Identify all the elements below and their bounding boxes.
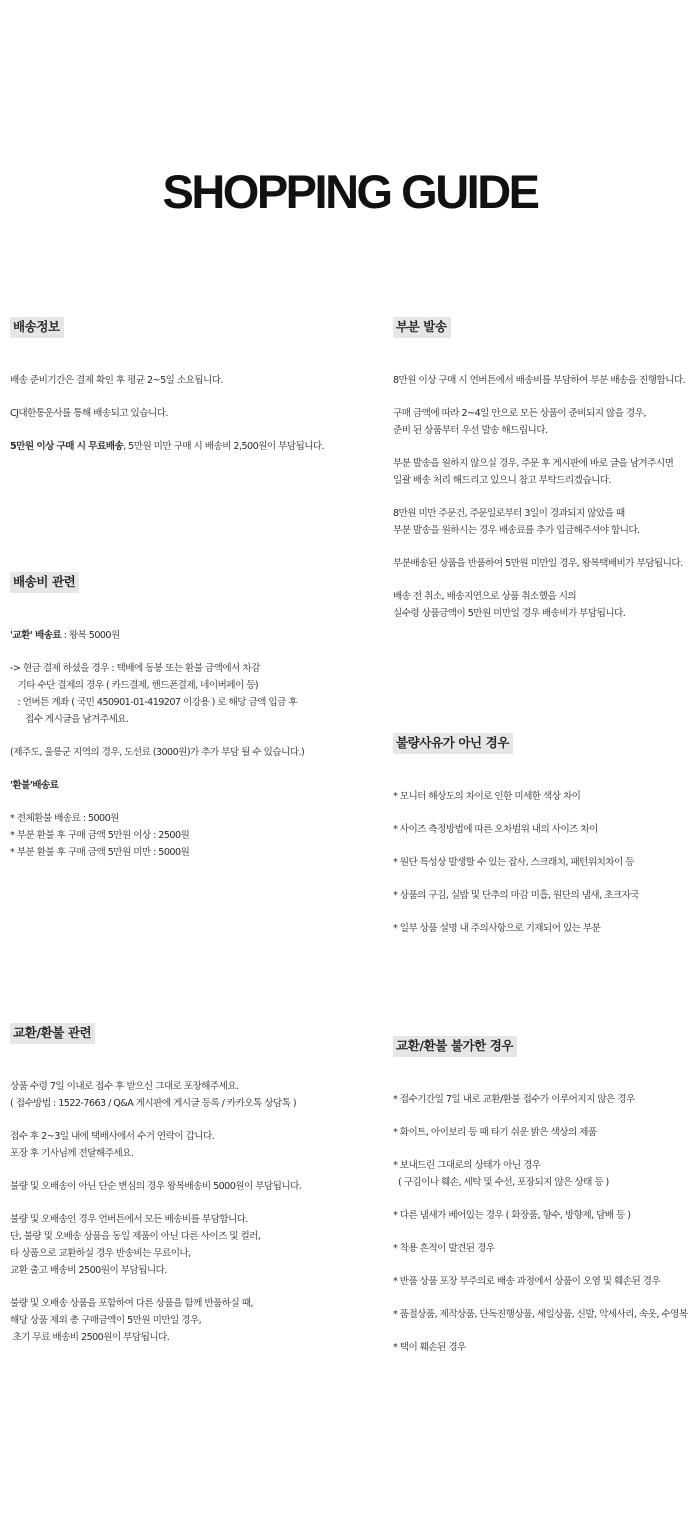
text-line: 불량 및 오배송 상품을 포함하여 다른 상품을 함께 반품하실 때, xyxy=(10,1298,253,1309)
text-span: : 왕복 5000원 xyxy=(61,630,120,641)
text-line: 구매 금액에 따라 2~4일 안으로 모든 상품이 준비되지 않을 경우, xyxy=(393,408,646,419)
text-line: 배송 준비기간은 결제 확인 후 평균 2~5일 소요됩니다. xyxy=(10,375,223,386)
exchange-fee-line xyxy=(10,627,310,644)
list-item: * 모니터 해상도의 차이로 인한 미세한 색상 차이 xyxy=(393,791,581,802)
text-line: 실수령 상품금액이 5만원 미만일 경우 배송비가 부담됩니다. xyxy=(393,608,626,619)
text-line: 포장 후 기사님께 전달해주세요. xyxy=(10,1148,134,1159)
text-line: 부분배송된 상품을 반품하여 5만원 미만일 경우, 왕복택배비가 부담됩니다. xyxy=(393,558,683,569)
text-line: 부분 발송을 원하시는 경우 배송료를 추가 입금해주셔야 합니다. xyxy=(393,525,640,536)
partial-shipping-section xyxy=(393,316,698,622)
text-line: 불량 및 오배송인 경우 언버튼에서 모든 배송비를 부담합니다. xyxy=(10,1214,248,1225)
text-line: 불량 및 오배송이 아닌 단순 변심의 경우 왕복배송비 5000원이 부담됩니다. xyxy=(10,1181,302,1192)
text-line: 접수 후 2~3일 내에 택배사에서 수거 연락이 갑니다. xyxy=(10,1131,215,1142)
section-heading: 배송비 관련 xyxy=(10,572,79,593)
text-line: 8만원 미만 주문건, 주문일로부터 3일이 경과되지 않았을 때 xyxy=(393,508,625,519)
refund-fee-label: '환불' xyxy=(10,780,33,791)
text-line: : 언버튼 계좌 ( 국민 450901-01-419207 이강용 ) 로 해당 금액 입금 후 xyxy=(10,697,298,708)
list-item: * 품절상품, 제작상품, 단독진행상품, 세일상품, 신발, 악세사리, 속옷, 수영복 xyxy=(393,1309,688,1320)
list-item: * 부분 환불 후 구매 금액 5만원 이상 : 2500원 xyxy=(10,830,190,841)
list-item: * 다른 냄새가 베어있는 경우 ( 화장품, 향수, 방향제, 담배 등 ) xyxy=(393,1210,631,1221)
not-allowed-section xyxy=(393,1035,698,1356)
refund-fee-line xyxy=(10,777,310,794)
text-line: 교환 출고 배송비 2500원이 부담됩니다. xyxy=(10,1265,167,1276)
refund-fee-label-rest: 배송료 xyxy=(32,780,59,791)
text-line: 초기 무료 배송비 2500원이 부담됩니다. xyxy=(10,1332,170,1343)
exchange-refund-section xyxy=(10,1022,310,1346)
list-item-detail: ( 구김이나 훼손, 세탁 및 수선, 포장되지 않은 상태 등 ) xyxy=(393,1177,609,1188)
text-line: 8만원 이상 구매 시 언버튼에서 배송비를 부담하여 부분 배송을 진행합니다. xyxy=(393,375,686,386)
text-line: (제주도, 울릉군 지역의 경우, 도선료 (3000원)가 추가 부담 될 수 있습니다.) xyxy=(10,747,305,758)
not-defect-section xyxy=(393,732,698,937)
list-item: * 반품 상품 포장 부주의로 배송 과정에서 상품이 오염 및 훼손된 경우 xyxy=(393,1276,661,1287)
shipping-fee-section xyxy=(10,571,310,861)
text-line: 일괄 배송 처리 해드리고 있으니 참고 부탁드리겠습니다. xyxy=(393,475,612,486)
text-line: -> 현금 결제 하셨을 경우 : 택배에 동봉 또는 환불 금액에서 차감 xyxy=(10,663,260,674)
list-item: * 보내드린 그대로의 상태가 아닌 경우 xyxy=(393,1160,541,1171)
shipping-info-section xyxy=(10,316,325,455)
list-item: * 일부 상품 설명 내 주의사항으로 기재되어 있는 부분 xyxy=(393,923,601,934)
text-line: 타 상품으로 교환하실 경우 반송비는 무료이나, xyxy=(10,1248,191,1259)
list-item: * 사이즈 측정방법에 따른 오차범위 내의 사이즈 차이 xyxy=(393,824,598,835)
section-heading: 배송정보 xyxy=(10,317,64,338)
text-line: 준비 된 상품부터 우선 발송 해드립니다. xyxy=(393,425,548,436)
free-shipping-line xyxy=(10,438,325,455)
section-heading: 교환/환불 불가한 경우 xyxy=(393,1036,517,1057)
list-item: * 착용 흔적이 발견된 경우 xyxy=(393,1243,495,1254)
text-line: 단, 불량 및 오배송 상품을 동일 제품이 아닌 다른 사이즈 및 컬러, xyxy=(10,1231,261,1242)
list-item: * 원단 특성상 발생할 수 있는 잡사, 스크래치, 패턴위치차이 등 xyxy=(393,857,634,868)
section-heading: 불량사유가 아닌 경우 xyxy=(393,733,513,754)
section-heading: 부분 발송 xyxy=(393,317,451,338)
section-heading: 교환/환불 관련 xyxy=(10,1023,95,1044)
list-item: * 전체환불 배송료 : 5000원 xyxy=(10,813,119,824)
text-line: 기타 수단 결제의 경우 ( 카드결제, 핸드폰결제, 네이버페이 등) xyxy=(10,680,259,691)
text-line: 배송 전 취소, 배송지연으로 상품 취소했을 시의 xyxy=(393,591,577,602)
text-line: 접수 게시글을 남겨주세요. xyxy=(10,714,129,725)
text-line: 상품 수령 7일 이내로 접수 후 받으신 그대로 포장해주세요. xyxy=(10,1081,239,1092)
text-line: 부분 발송을 원하지 않으실 경우, 주문 후 게시판에 바로 글을 남겨주시면 xyxy=(393,458,674,469)
list-item: * 접수기간일 7일 내로 교환/환불 접수가 이루어지지 않은 경우 xyxy=(393,1094,635,1105)
free-shipping-highlight: 5만원 이상 구매 시 무료배송 xyxy=(10,441,124,452)
text-line: 해당 상품 제외 총 구매금액이 5만원 미만일 경우, xyxy=(10,1315,202,1326)
list-item: * 부분 환불 후 구매 금액 5만원 미만 : 5000원 xyxy=(10,847,190,858)
list-item: * 상품의 구김, 실밥 및 단추의 마감 미흡, 원단의 냄새, 초크자국 xyxy=(393,890,639,901)
text-span: , 5만원 미만 구매 시 배송비 2,500원이 부담됩니다. xyxy=(123,441,325,452)
list-item: * 택이 훼손된 경우 xyxy=(393,1342,466,1353)
list-item: * 화이트, 아이보리 등 때 타기 쉬운 밝은 색상의 제품 xyxy=(393,1127,597,1138)
page-title: SHOPPING GUIDE xyxy=(162,165,538,218)
text-line: CJ대한통운사를 통해 배송되고 있습니다. xyxy=(10,408,168,419)
exchange-fee-label: '교환' 배송료 xyxy=(10,630,62,641)
text-line: ( 접수방법 : 1522-7663 / Q&A 게시판에 게시글 등록 / 카카오톡 상담톡 ) xyxy=(10,1098,297,1109)
